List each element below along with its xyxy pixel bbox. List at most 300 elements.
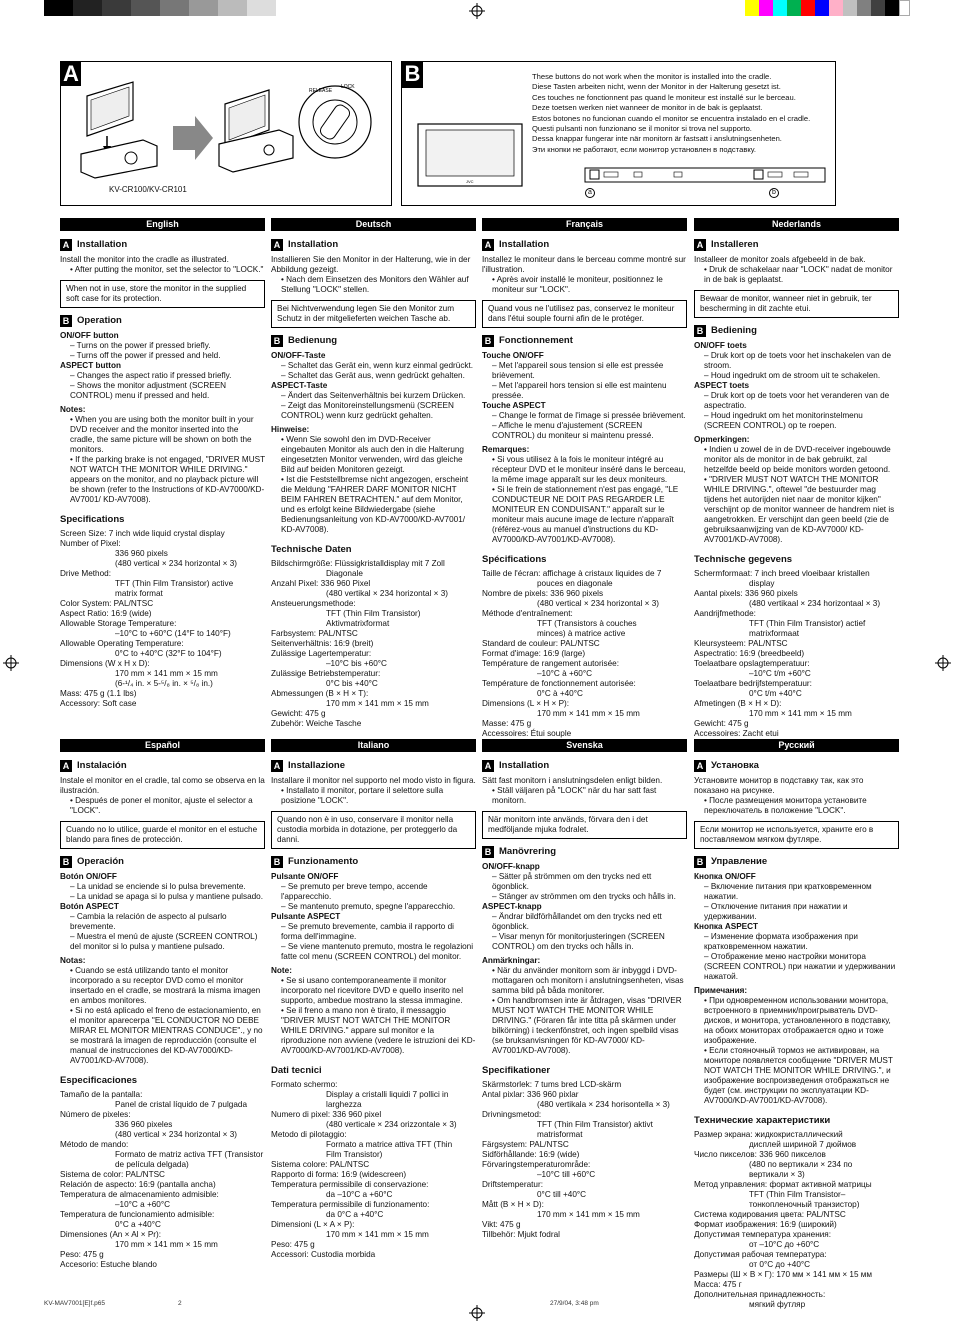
install-bullet: • После размещения монитора установите переключатель в положение "LOCK".: [704, 796, 867, 815]
list-item: – Zeigt das Monitoreinstellungsmenü (SCREEN CONTROL) wenn kurz gedrückt gehalten.: [281, 401, 454, 420]
install-bullet: • Druk de schakelaar naar "LOCK" nadat de monitor in de bak is geplaatst.: [704, 265, 893, 284]
spec-row: Ansteuerungsmethode:: [271, 598, 356, 608]
spec-row: Abmessungen (B × H × T):: [271, 688, 369, 698]
on-off-title: ON/OFF button: [60, 331, 119, 340]
install-bullet: • Nach dem Einsetzen des Monitors den Wähler auf Stellung "LOCK" stellen.: [281, 275, 469, 294]
note-item: • При одновременном использовании монитора, встроенного в приемник/проигрыватель DVD-дисков, и монитора, установленного в подставку, на обоих мониторах отображается одно и тоже изображение.: [704, 996, 891, 1045]
spec-row: –10°C t/m +60°C: [749, 668, 811, 678]
lang-header: Nederlands: [694, 218, 899, 231]
spec-row: Antal pixlar: 336 960 pixlar: [482, 1089, 579, 1099]
installation-heading: Установка: [711, 760, 759, 772]
spec-row: Tamaño de la pantalla:: [60, 1089, 143, 1099]
spec-row: Число пикселов: 336 960 пикселов: [694, 1149, 826, 1159]
print-gray-bar: [44, 0, 276, 16]
note-item: • Se il freno a mano non è tirato, il messaggio "DRIVER MUST NOT WATCH THE MONITOR WHILE DRIVING." appare sul monitor e la riproduzione non avviene (vedere le istruzioni dei KD-AV7000/KD-AV7001/KD-AV7008).: [281, 1006, 476, 1055]
spec-row: TFT (Thin Film Transistor) actief: [749, 618, 866, 628]
list-item: – Houd ingedrukt om de stroom uit te schakelen.: [704, 371, 881, 380]
on-off-title: Touche ON/OFF: [482, 351, 544, 360]
list-item: – Met l'appareil sous tension si elle est pressée brièvement.: [492, 361, 664, 380]
installation-heading: Installeren: [711, 239, 759, 251]
spec-row: TFT (Thin Film Transistor) active: [115, 578, 234, 588]
spec-row: Förvaringstemperaturområde:: [482, 1159, 591, 1169]
specs-list: [482, 1080, 687, 1240]
spec-row: Skärmstorlek: 7 tums bred LCD-skärm: [482, 1079, 622, 1089]
spec-row: 336 960 pixels: [115, 548, 168, 558]
list-item: – Turns on the power if pressed briefly.: [70, 341, 211, 350]
list-item: – Ändert das Seitenverhältnis bei kurzem Drücken.: [281, 391, 466, 400]
spec-row: TFT (Thin Film Transistor): [326, 608, 421, 618]
spec-row: Rapporto di forma: 16:9 (widescreen): [271, 1169, 407, 1179]
spec-row: Drivningsmetod:: [482, 1109, 542, 1119]
spec-row: тонкопленочный транзистор): [749, 1199, 860, 1209]
spec-row: 336 960 pixeles: [115, 1119, 173, 1129]
list-item: – Turns off the power if pressed and held.: [70, 351, 221, 360]
section-nederlands: Nederlands A Installeren Installeer de monitor zoals afgebeeld in de bak. • Druk de schakelaar naar "LOCK" nadat de monitor in de bak is geplaatst. Bewaar de monitor, wanneer niet in gebruik, ter bescherming in dit zachte etui. B Bediening ON/OFF toets – Druk kort op de toets voor het inschakelen van de stroom. – Houd ingedrukt om de stroom uit te schakelen. ASPECT toets – Druk kort op de toets voor het veranderen van de aspectratio. – Houd ingedrukt om het monitorinstelmenu (SCREEN CONTROL) op te roepen. Opmerkingen: • Indien u zowel de in de DVD-receiver ingebouwde monitor als de monitor in de bak gebruikt, zal hetzelfde beeld op beide monitors worden getoond. • "DRIVER MUST NOT WATCH THE MONITOR WHILE DRIVING.", oftewel "de bestuurder mag tijdens het autorijden niet naar de monitor kijken" verschijnt op de monitor wanneer de handrem niet is aangetrokken. Er verschijnt dan geen beeld (zie de gebruiksaanwijzing van de KD-AV7000/ KD-AV7001/KD-AV7008). Technische gegevens Schermformaat: 7 inch breed vloeibaar kristallen display Aantal pixels: 336 960 pixels (480 vertikaal × 234 horizontaal × 3) Aandrijfmethode: TFT (Thin Film Transistor) actief matrixformaat Kleursysteem: PAL/NTSC Aspectratio: 16:9 (breedbeeld) Toelaatbare opslagtemperatuur: –10°C t/m +60°C Toelaatbare bedrijfstemperatuur: 0°C t/m +40°C Afmetingen (B × H × D): 170 mm × 141 mm × 15 mm Gewicht: 475 g Accessoires: Zacht etui: [694, 218, 899, 739]
spec-row: Driftstemperatur:: [482, 1179, 543, 1189]
notes-heading: Примечания:: [694, 986, 748, 995]
section-svenska: Svenska A Installation Sätt fast monitorn i anslutningsdelen enligt bilden. • Ställ väljaren på "LOCK" när du har satt fast monitorn. När monitorn inte används, förvara den i det medföljande mjuka fodralet. B Manövrering ON/OFF-knapp – Sätter på strömmen om den trycks ned ett ögonblick. – Stänger av strömmen om den trycks och hålls in. ASPECT-knapp – Ändrar bildförhållandet om den trycks ned ett ögonblick. – Visar menyn för monitorjusteringen (SCREEN CONTROL) om den trycks och hålls in. Anmärkningar: • När du använder monitorn som är inbyggd i DVD-mottagaren och monitorn i anslutningsenheten, visas samma bild på båda monitorer. • Om handbromsen inte är åtdragen, visas "DRIVER MUST NOT WATCH THE MONITOR WHILE DRIVING." (Föraren får inte titta på skärmen under bilkörning) i teckenfönstret, och ingen spelbild visas (se bruksanvisningen för KD-AV7000/ KD-AV7001/KD-AV7008). Specifikationer Skärmstorlek: 7 tums bred LCD-skärm Antal pixlar: 336 960 pixlar (480 vertikala × 234 horisontella × 3) Drivningsmetod: TFT (Thin Film Transistor) aktivt matrisformat Färgsystem: PAL/NTSC Sidförhållande: 16:9 (wide) Förvaringstemperaturområde: –10°C till +60°C Driftstemperatur: 0°C till +40°C Mått (B × H × D): 170 mm × 141 mm × 15 mm Vikt: 475 g Tillbehör: Mjukt fodral: [482, 739, 687, 1240]
spec-row: Метод управления: формат активной матрицы: [694, 1179, 872, 1189]
spec-row: (480 vertical × 234 horizontal × 3): [115, 558, 237, 568]
spec-row: –10°C bis +60°C: [326, 658, 387, 668]
storage-note: Bewaar de monitor, wanneer niet in gebruik, ter bescherming in dit zachte etui.: [694, 290, 899, 318]
installation-heading: Installation: [499, 760, 550, 772]
note-item: • When you are using both the monitor built in your DVD receiver and the monitor inserted into the cradle, the same picture will be shown on both the monitors.: [70, 415, 254, 454]
spec-row: 0°C to +40°C (32°F to 104°F): [115, 648, 222, 658]
notice-line: Эти кнопки не работают, если монитор установлен в подставку.: [532, 144, 756, 154]
spec-row: от –10°C до +60°C: [749, 1239, 820, 1249]
spec-row: Accessoires: Étui souple: [482, 728, 572, 738]
spec-row: 170 mm × 141 mm × 15 mm: [749, 708, 852, 718]
spec-row: –10°C à +60°C: [537, 668, 593, 678]
spec-row: matrix format: [115, 588, 163, 598]
spec-row: –10°C to +60°C (14°F to 140°F): [115, 628, 231, 638]
spec-row: Diagonale: [326, 568, 363, 578]
operation-heading: Funzionamento: [288, 856, 359, 868]
spec-row: Temperatura de almacenamiento admisible:: [60, 1189, 219, 1199]
spec-row: (480 verticale × 234 orizzontale × 3): [326, 1119, 457, 1129]
spec-row: Número de pixeles:: [60, 1109, 131, 1119]
note-item: • Om handbromsen inte är åtdragen, visas "DRIVER MUST NOT WATCH THE MONITOR WHILE DRIVING." (Föraren får inte titta på skärmen under bilkörning) i teckenfönstret, och ingen spelbild visas (se bruksanvisningen för KD-AV7000/ KD-AV7001/KD-AV7008).: [492, 996, 682, 1055]
section-italiano: Italiano A Installazione Installare il monitor nel supporto nel modo visto in figura. • Installato il monitor, portare il selettore sulla posizione "LOCK". Quando non è in uso, conservare il monitor nella custodia morbida in dotazione, per proteggerlo da danni. B Funzionamento Pulsante ON/OFF – Se premuto per breve tempo, accende l'apparecchio. – Se mantenuto premuto, spegne l'apparecchio. Pulsante ASPECT – Se premuto brevemente, cambia il rapporto di forma dell'immagine. – Se viene mantenuto premuto, mostra le regolazioni fatte col menu (SCREEN CONTROL) del monitor. Note: • Se si usano contemporaneamente il monitor incorporato nel ricevitore DVD e quello inserito nel supporto, ambedue mostrano la stessa immagine. • Se il freno a mano non è tirato, il messaggio "DRIVER MUST NOT WATCH THE MONITOR WHILE DRIVING." appare sul monitor e la riproduzione non avviene (vedere le istruzioni dei KD-AV7000/KD-AV7001/KD-AV7008). Dati tecnici Formato schermo: Display a cristalli liquidi 7 pollici in larghezza Numero di pixel: 336 960 pixel (480 verticale × 234 orizzontale × 3) Metodo di pilotaggio: Formato a matrice attiva TFT (Thin Film Transistor) Sistema colore: PAL/NTSC Rapporto di forma: 16:9 (widescreen) Temperatura permissibile di conservazione: da –10°C a +60°C Temperatura permissibile di funzionamento: da 0°C a +40°C Dimensioni (L × A × P): 170 mm × 141 mm × 15 mm Peso: 475 g Accessori: Custodia morbida: [271, 740, 476, 1259]
spec-row: Accessory: Soft case: [60, 698, 137, 708]
spec-row: 0°C à +40°C: [537, 688, 583, 698]
section-francais: Français A Installation Installez le moniteur dans le berceau comme montré sur l'illustration. • Après avoir installé le moniteur, positionnez le moniteur sur "LOCK". Quand vous ne l'utilisez pas, conservez le moniteur dans l'étui souple fourni afin de le protéger. B Fonctionnement Touche ON/OFF – Met l'appareil sous tension si elle est pressée brièvement. – Met l'appareil hors tension si elle est maintenu pressée. Touche ASPECT – Change le format de l'image si pressée brièvement. – Affiche le menu d'ajustement (SCREEN CONTROL) du moniteur si maintenu pressé. Remarques: • Si vous utilisez à la fois le moniteur intégré au récepteur DVD et le moniteur inséré dans le berceau, la même image apparaît sur les deux moniteurs. • Si le frein de stationnement n'est pas engagé, "LE CONDUCTEUR NE DOIT PAS REGARDER LE MONITEUR EN CONDUISANT." apparaît sur le moniteur mais aucune image de lecture n'apparaît (référez-vous au manuel d'instructions du KD-AV7000/KD-AV7001/KD-AV7008). Spécifications Taille de l'écran: affichage à cristaux liquides de 7 pouces en diagonale Nombre de pixels: 336 960 pixels (480 vertical × 234 horizontal × 3) Méthode d'entraînement: TFT (Transistors à couches minces) à matrice active Standard de couleur: PAL/NTSC Format d'image: 16:9 (large) Température de rangement autorisée: –10°C à +60°C Température de fonctionnement autorisée: 0°C à +40°C Dimensions (L × H × P): 170 mm × 141 mm × 15 mm Masse: 475 g Accessoires: Étui souple: [482, 219, 686, 738]
spec-row: Aantal pixels: 336 960 pixels: [694, 588, 798, 598]
spec-row: Aktivmatrixformat: [326, 618, 390, 628]
aspect-title: ASPECT button: [60, 361, 121, 370]
specs-list: [271, 559, 476, 729]
spec-row: Accessoires: Zacht etui: [694, 728, 779, 738]
spec-row: 0°C a +40°C: [115, 1219, 161, 1229]
list-item: – Stänger av strömmen om den trycks och hålls in.: [492, 892, 676, 901]
specs-heading: Specifications: [60, 514, 125, 525]
spec-row: Numero di pixel: 336 960 pixel: [271, 1109, 382, 1119]
registration-mark-right: [935, 655, 951, 671]
lang-header: English: [60, 218, 265, 231]
list-item: – Change le format de l'image si pressée brièvement.: [492, 411, 686, 420]
spec-row: pouces en diagonale: [537, 578, 613, 588]
spec-row: 170 mm × 141 mm × 15 mm: [115, 668, 218, 678]
spec-row: Temperatura permissibile di conservazione:: [271, 1179, 429, 1189]
lang-header: Deutsch: [271, 218, 476, 231]
spec-row: Dimensions (L × H × P):: [482, 698, 570, 708]
lock-label: LOCK: [341, 84, 355, 90]
spec-row: Relación de aspecto: 16:9 (pantalla ancha): [60, 1179, 216, 1189]
operation-heading: Operación: [77, 856, 124, 868]
specs-list: [694, 569, 899, 739]
spec-row: Sistema de color: PAL/NTSC: [60, 1169, 165, 1179]
specs-heading: Spécifications: [482, 554, 547, 565]
on-off-title: Botón ON/OFF: [60, 872, 117, 881]
spec-row: мягкий футляр: [749, 1299, 806, 1309]
notes-heading: Remarques:: [482, 445, 530, 454]
spec-row: 170 mm × 141 mm × 15 mm: [537, 708, 640, 718]
spec-row: Bildschirmgröße: Flüssigkristalldisplay mit 7 Zoll: [271, 558, 445, 568]
list-item: – Schaltet das Gerät ein, wenn kurz einmal gedrückt.: [281, 361, 474, 370]
notice-line: Deze toetsen werken niet wanneer de monitor in de bak is geplaatst.: [532, 103, 763, 113]
spec-row: 0°C t/m +40°C: [749, 688, 802, 698]
spec-row: Température de rangement autorisée:: [482, 658, 619, 668]
cradle-illustration: [73, 74, 383, 194]
list-item: – Включение питания при кратковременном нажатии.: [704, 882, 872, 901]
install-bullet: • After putting the monitor, set the selector to "LOCK.": [70, 265, 264, 274]
spec-row: Format d'image: 16:9 (large): [482, 648, 586, 658]
label-b: b: [769, 188, 779, 198]
spec-row: Screen Size: 7 inch wide liquid crystal display: [60, 528, 225, 538]
notice-line: Questi pulsanti non funzionano se il monitor si trova nel supporto.: [532, 124, 752, 134]
specs-heading: Технические характеристики: [694, 1115, 831, 1126]
install-text: Install the monitor into the cradle as illustrated.: [60, 255, 229, 264]
on-off-title: ON/OFF-Taste: [271, 351, 326, 360]
spec-row: Допустимая рабочая температура:: [694, 1249, 827, 1259]
print-color-bar: [745, 0, 910, 16]
note-item: • När du använder monitorn som är inbyggd i DVD-mottagaren och monitorn i anslutningsenheten, visas samma bild på båda monitorer.: [492, 966, 684, 995]
list-item: – Se premuto brevemente, cambia il rapporto di forma dell'immagine.: [281, 922, 454, 941]
list-item: – Изменение формата изображения при кратковременном нажатии.: [704, 932, 858, 951]
spec-row: Размеры (Ш × В × Г): 170 мм × 141 мм × 15 мм: [694, 1269, 873, 1279]
spec-row: 170 mm × 141 mm × 15 mm: [326, 698, 429, 708]
specs-heading: Dati tecnici: [271, 1065, 322, 1076]
note-item: • Indien u zowel de in de DVD-receiver ingebouwde monitor als de monitor in de bak gebruikt, zal hetzelfde beeld op beide monitors worden getoond.: [704, 445, 891, 474]
spec-row: –10°C till +60°C: [537, 1169, 596, 1179]
spec-row: Zulässige Lagertemperatur:: [271, 648, 372, 658]
operation-heading: Fonctionnement: [499, 335, 573, 347]
spec-row: da 0°C a +40°C: [326, 1209, 384, 1219]
specs-list: [60, 529, 265, 709]
label-a: a: [585, 188, 595, 198]
list-item: – Druk kort op de toets voor het inschakelen van de stroom.: [704, 351, 892, 370]
notice-line: Estos botones no funcionan cuando el monitor se encuentra instalado en el cradle.: [532, 113, 811, 123]
section-deutsch: Deutsch A Installation Installieren Sie den Monitor in der Halterung, wie in der Abbildung gezeigt. • Nach dem Einsetzen des Monitors den Wähler auf Stellung "LOCK" stellen. Bei Nichtverwendung legen Sie den Monitor zum Schutz in der mitgelieferten weichen Tasche ab. B Bedienung ON/OFF-Taste – Schaltet das Gerät ein, wenn kurz einmal gedrückt. – Schaltet das Gerät aus, wenn gedrückt gehalten. ASPECT-Taste – Ändert das Seitenverhältnis bei kurzem Drücken. – Zeigt das Monitoreinstellungsmenü (SCREEN CONTROL) wenn kurz gedrückt gehalten. Hinweise: • Wenn Sie sowohl den im DVD-Receiver eingebauten Monitor als auch den in die Halterung eingesetzten Monitor verwenden, wird das gleiche Bild auf beiden Monitoren gezeigt. • Ist die Feststellbremse nicht angezogen, erscheint die Meldung "FAHRER DARF MONITOR NICHT BEIM FAHREN BETRACHTEN." auf dem Monitor, und es erfolgt keine Bildwiedergabe (siehe Bedienungsanleitung von KD-AV7000/KD-AV7001/ KD-AV7008). Technische Daten Bildschirmgröße: Flüssigkristalldisplay mit 7 Zoll Diagonale Anzahl Pixel: 336 960 Pixel (480 vertikal × 234 horizontal × 3) Ansteuerungsmethode: TFT (Thin Film Transistor) Aktivmatrixformat Farbsystem: PAL/NTSC Seitenverhältnis: 16:9 (breit) Zulässige Lagertemperatur: –10°C bis +60°C Zulässige Betriebstemperatur: 0°C bis +40°C Abmessungen (B × H × T): 170 mm × 141 mm × 15 mm Gewicht: 475 g Zubehör: Weiche Tasche: [271, 218, 476, 729]
note-item: • "DRIVER MUST NOT WATCH THE MONITOR WHILE DRIVING.", oftewel "de bestuurder mag tijdens het autorijden niet naar de monitor kijken" verschijnt op de monitor wanneer de handrem niet is aangetrokken. Er verschijnt dan geen beeld (zie de gebruiksaanwijzing van de KD-AV7000/ KD-AV7001/KD-AV7008).: [704, 475, 895, 544]
aspect-title: ASPECT-Taste: [271, 381, 328, 390]
spec-row: (480 vertikaal × 234 horizontaal × 3): [749, 598, 881, 608]
lang-header: Русский: [694, 739, 899, 752]
specs-heading: Technische Daten: [271, 544, 352, 555]
notes-heading: Anmärkningar:: [482, 956, 541, 965]
spec-row: Panel de cristal líquido de 7 pulgada: [115, 1099, 248, 1109]
install-text: Installez le moniteur dans le berceau comme montré sur l'illustration.: [482, 255, 686, 274]
spec-row: Масса: 475 г: [694, 1279, 742, 1289]
storage-note: Cuando no lo utilice, guarde el monitor en el estuche blando para fines de protección.: [60, 821, 265, 849]
spec-row: Formato schermo:: [271, 1079, 338, 1089]
note-item: • Se si usano contemporaneamente il monitor incorporato nel ricevitore DVD e quello inserito nel supporto, ambedue mostrano la stessa immagine.: [281, 976, 464, 1005]
install-text: Instale el monitor en el cradle, tal como se observa en la ilustración.: [60, 776, 265, 795]
lang-header: Español: [60, 739, 265, 752]
spec-row: Allowable Operating Temperature:: [60, 638, 184, 648]
footer-page: 2: [178, 1300, 182, 1307]
install-text: Installieren Sie den Monitor in der Halterung, wie in der Abbildung gezeigt.: [271, 255, 471, 274]
list-item: – Druk kort op de toets voor het veranderen van de aspectratio.: [704, 391, 890, 410]
install-bullet: • Installato il monitor, portare il selettore sulla posizione "LOCK".: [281, 786, 444, 805]
specs-list: [271, 1080, 476, 1260]
on-off-title: Кнопка ON/OFF: [694, 872, 756, 881]
notes-heading: Opmerkingen:: [694, 435, 750, 444]
spec-row: Toelaatbare opslagtemperatuur:: [694, 658, 810, 668]
specs-heading: Especificaciones: [60, 1075, 138, 1086]
section-russkiy: Русский A Установка Установите монитор в подставку так, как это показано на рисунке. • После размещения монитора установите переключатель в положение "LOCK". Если монитор не используется, храните его в поставляемом мягком футляре. B Управление Кнопка ON/OFF – Включение питания при кратковременном нажатии. – Отключение питания при нажатии и удерживании. Кнопка ASPECT – Изменение формата изображения при кратковременном нажатии. – Отображение меню настройки монитора (SCREEN CONTROL) при нажатии и удерживании нажатой. Примечания: • При одновременном использовании монитора, встроенного в приемник/проигрыватель DVD-дисков, и монитора, установленного в подставку, на обоих мониторах отображается одно и тоже изображение. • Если стояночный тормоз не активирован, на мониторе появляется сообщение "DRIVER MUST NOT WATCH THE MONITOR WHILE DRIVING.", и изображение воспроизведения отображаться не будет (см. инструкции по эксплуатации KD-AV7000/KD-AV7001/KD-AV7008). Технические характеристики Размер экрана: жидкокристаллический дисплей шириной 7 дюймов Число пикселов: 336 960 пикселов (480 по вертикали × 234 по вертикали × 3) Метод управления: формат активной матрицы TFT (Thin Film Transistor– тонкопленочный транзистор) Система кодирования цвета: PAL/NTSC Формат изображения: 16:9 (широкий) Допустимая температура хранения: от –10°C до +60°C Допустимая рабочая температура: от 0°C до +40°C Размеры (Ш × В × Г): 170 мм × 141 мм × 15 мм Масса: 475 г Дополнительная принадлежность: мягкий футляр: [694, 739, 899, 1310]
spec-row: Display a cristalli liquidi 7 pollici in: [326, 1089, 449, 1099]
storage-note: When not in use, store the monitor in the supplied soft case for its protection.: [60, 280, 265, 308]
spec-row: Mått (B × H × D):: [482, 1199, 544, 1209]
footer-date: 27/9/04, 3:48 pm: [550, 1300, 599, 1307]
spec-row: Masse: 475 g: [482, 718, 532, 728]
spec-row: larghezza: [326, 1099, 362, 1109]
spec-row: Accesorio: Estuche blando: [60, 1259, 157, 1269]
note-item: • Si vous utilisez à la fois le moniteur intégré au récepteur DVD et le moniteur inséré dans le berceau, la même image apparaît sur les deux moniteurs.: [492, 455, 686, 484]
spec-row: Método de mando:: [60, 1139, 129, 1149]
spec-row: Anzahl Pixel: 336 960 Pixel: [271, 578, 371, 588]
spec-row: TFT (Thin Film Transistor) aktivt: [537, 1119, 653, 1129]
aspect-title: Botón ASPECT: [60, 902, 119, 911]
install-text: Sätt fast monitorn i anslutningsdelen enligt bilden.: [482, 776, 663, 785]
spec-row: TFT (Thin Film Transistor–: [749, 1189, 846, 1199]
spec-row: TFT (Transistors à couches: [537, 618, 637, 628]
installation-heading: Installation: [288, 239, 339, 251]
list-item: – Отображение меню настройки монитора (SCREEN CONTROL) при нажатии и удерживании нажатой.: [704, 952, 896, 981]
install-text: Installeer de monitor zoals afgebeeld in de bak.: [694, 255, 866, 264]
spec-row: Afmetingen (B × H × D):: [694, 698, 782, 708]
list-item: – Schaltet das Gerät aus, wenn gedrückt gehalten.: [281, 371, 465, 380]
on-off-title: Pulsante ON/OFF: [271, 872, 339, 881]
spec-row: Sidförhållande: 16:9 (wide): [482, 1149, 580, 1159]
storage-note: Bei Nichtverwendung legen Sie den Monitor zum Schutz in der mitgelieferten weichen Tasche ab.: [271, 300, 476, 328]
spec-row: Temperatura permissibile di funzionamento:: [271, 1199, 430, 1209]
section-english: English A Installation Install the monitor into the cradle as illustrated. • After putting the monitor, set the selector to "LOCK." When not in use, store the monitor in the supplied soft case for its protection. B Operation ON/OFF button – Turns on the power if pressed briefly. – Turns off the power if pressed and held. ASPECT button – Changes the aspect ratio if pressed briefly. – Shows the monitor adjustment (SCREEN CONTROL) menu if pressed and held. Notes: • When you are using both the monitor built in your DVD receiver and the monitor inserted into the cradle, the same picture will be shown on both the monitors. • If the parking brake is not engaged, "DRIVER MUST NOT WATCH THE MONITOR WHILE DRIVING." appears on the monitor, and no playback picture will be shown (refer to the Instructions of KD-AV7000/KD-AV7001/ KD-AV7008). Specifications Screen Size: 7 inch wide liquid crystal display Number of Pixel: 336 960 pixels (480 vertical × 234 horizontal × 3) Drive Method: TFT (Thin Film Transistor) active matrix format Color System: PAL/NTSC Aspect Ratio: 16:9 (wide) Allowable Storage Temperature: –10°C to +60°C (14°F to 140°F) Allowable Operating Temperature: 0°C to +40°C (32°F to 104°F) Dimensions (W x H x D): 170 mm × 141 mm × 15 mm (6-¹/₄ in. × 5-⁵/₈ in. × ⁵/₈ in.) Mass: 475 g (1.1 lbs) Accessory: Soft case: [60, 219, 265, 708]
specs-list: [694, 1130, 899, 1310]
registration-mark-left: [3, 655, 19, 671]
spec-row: Color System: PAL/NTSC: [60, 598, 154, 608]
spec-row: Taille de l'écran: affichage à cristaux liquides de 7: [482, 568, 662, 578]
figure-b-notice: [532, 72, 832, 155]
aspect-title: Кнопка ASPECT: [694, 922, 759, 931]
install-text: Установите монитор в подставку так, как это показано на рисунке.: [694, 776, 864, 795]
release-label: RELEASE: [309, 88, 333, 94]
notice-line: Ces touches ne fonctionnent pas quand le moniteur est installé sur le berceau.: [532, 92, 796, 102]
operation-heading: Operation: [77, 315, 122, 327]
install-text: Installare il monitor nel supporto nel modo visto in figura.: [271, 776, 476, 785]
spec-row: Dimensioni (L × A × P):: [271, 1219, 355, 1229]
on-off-title: ON/OFF-knapp: [482, 862, 540, 871]
spec-row: Number of Pixel:: [60, 538, 121, 548]
spec-row: de película delgada): [115, 1159, 189, 1169]
specs-heading: Technische gegevens: [694, 554, 793, 565]
list-item: – Affiche le menu d'ajustement (SCREEN CONTROL) du moniteur si maintenu pressé.: [492, 421, 654, 440]
spec-row: вертикали × 3): [749, 1169, 805, 1179]
notice-line: These buttons do not work when the monitor is installed into the cradle.: [532, 72, 772, 81]
on-off-button-icon: [590, 170, 599, 179]
note-item: • Ist die Feststellbremse nicht angezogen, erscheint die Meldung "FAHRER DARF MONITOR NICHT BEIM FAHREN BETRACHTEN." auf dem Monitor, und es erfolgt keine Bildwiedergabe (siehe Bedienungsanleitung von KD-AV7000/KD-AV7001/ KD-AV7008).: [281, 475, 469, 534]
storage-note: Если монитор не используется, храните его в поставляемом мягком футляре.: [694, 821, 899, 849]
spec-row: Aspectratio: 16:9 (breedbeeld): [694, 648, 805, 658]
install-bullet: • Après avoir installé le moniteur, positionnez le moniteur sur "LOCK".: [492, 275, 663, 294]
spec-row: Formato de matriz activa TFT (Transistor: [115, 1149, 264, 1159]
spec-row: Toelaatbare bedrijfstemperatuur:: [694, 678, 812, 688]
spec-row: Kleursysteem: PAL/NTSC: [694, 638, 788, 648]
spec-row: 0°C bis +40°C: [326, 678, 378, 688]
spec-row: от 0°C до +40°C: [749, 1259, 811, 1269]
spec-row: –10°C a +60°C: [115, 1199, 171, 1209]
brand-logo: JVC: [466, 179, 474, 184]
specs-list: [60, 1090, 265, 1270]
spec-row: Nombre de pixels: 336 960 pixels: [482, 588, 604, 598]
spec-row: Sistema colore: PAL/NTSC: [271, 1159, 370, 1169]
spec-row: Temperatura de funcionamiento admisible:: [60, 1209, 215, 1219]
lang-header: Italiano: [271, 739, 476, 752]
list-item: – Houd ingedrukt om het monitorinstelmenu (SCREEN CONTROL) op te roepen.: [704, 411, 863, 430]
notice-line: Diese Tasten arbeiten nicht, wenn der Monitor in der Halterung gesetzt ist.: [532, 82, 781, 92]
list-item: – Cambia la relación de aspecto al pulsarlo brevemente.: [70, 912, 227, 931]
spec-row: Aandrijfmethode:: [694, 608, 756, 618]
spec-row: minces) à matrice active: [537, 628, 626, 638]
notes-heading: Note:: [271, 966, 292, 975]
spec-row: Farbsystem: PAL/NTSC: [271, 628, 358, 638]
installation-heading: Instalación: [77, 760, 127, 772]
spec-row: matrixformaat: [749, 628, 800, 638]
spec-row: da –10°C a +60°C: [326, 1189, 393, 1199]
spec-row: Peso: 475 g: [271, 1239, 315, 1249]
figure-b-letter: B: [402, 62, 423, 88]
spec-row: (480 vertical × 234 horizontal × 3): [115, 1129, 237, 1139]
aspect-button-icon: [754, 170, 763, 179]
aspect-title: ASPECT-knapp: [482, 902, 542, 911]
list-item: – La unidad se apaga si lo pulsa y mantiene pulsado.: [70, 892, 263, 901]
aspect-title: ASPECT toets: [694, 381, 750, 390]
spec-row: Färgsystem: PAL/NTSC: [482, 1139, 569, 1149]
spec-row: Gewicht: 475 g: [271, 708, 326, 718]
installation-heading: Installation: [77, 239, 128, 251]
specs-list: [482, 569, 687, 739]
spec-row: (480 по вертикали × 234 по: [749, 1159, 853, 1169]
spec-row: Allowable Storage Temperature:: [60, 618, 177, 628]
note-item: • Si le frein de stationnement n'est pas engagé, "LE CONDUCTEUR NE DOIT PAS REGARDER LE MONITEUR EN CONDUISANT." apparaît sur le moniteur mais aucune image de lecture n'apparaît (référez-vous au manuel d'instructions du KD-AV7000/KD-AV7001/KD-AV7008).: [492, 485, 679, 544]
install-bullet: • Después de poner el monitor, ajuste el selector a "LOCK".: [70, 796, 253, 815]
note-item: • If the parking brake is not engaged, "DRIVER MUST NOT WATCH THE MONITOR WHILE DRIVING." appears on the monitor, and no playback picture will be shown (refer to the Instructions of KD-AV7000/KD-AV7001/ KD-AV7008).: [70, 455, 265, 504]
list-item: – Se viene mantenuto premuto, mostra le regolazioni fatte col menu (SCREEN CONTROL) del monitor.: [281, 942, 474, 961]
spec-row: Formato a matrice attiva TFT (Thin: [326, 1139, 453, 1149]
spec-row: (480 vertical × 234 horizontal × 3): [537, 598, 659, 608]
spec-row: Dimensiones (An × Al × Pr):: [60, 1229, 162, 1239]
operation-heading: Bedienung: [288, 335, 338, 347]
spec-row: (6-¹/₄ in. × 5-⁵/₈ in. × ⁵/₈ in.): [115, 678, 213, 688]
list-item: – Se premuto per breve tempo, accende l'apparecchio.: [281, 882, 428, 901]
storage-note: När monitorn inte används, förvara den i det medföljande mjuka fodralet.: [482, 811, 687, 839]
on-off-title: ON/OFF toets: [694, 341, 747, 350]
spec-row: Standard de couleur: PAL/NTSC: [482, 638, 600, 648]
spec-row: matrisformat: [537, 1129, 583, 1139]
spec-row: Допустимая температура хранения:: [694, 1229, 831, 1239]
install-bullet: • Ställ väljaren på "LOCK" när du har satt fast monitorn.: [492, 786, 657, 805]
storage-note: Quand vous ne l'utilisez pas, conservez le moniteur dans l'étui souple fourni afin de le protéger.: [482, 300, 687, 328]
spec-row: Формат изображения: 16:9 (широкий): [694, 1219, 837, 1229]
spec-row: 170 mm × 141 mm × 15 mm: [326, 1229, 429, 1239]
note-item: • Wenn Sie sowohl den im DVD-Receiver eingebauten Monitor als auch den in die Halterung eingesetzten Monitor verwenden, wird das gleiche Bild auf beiden Monitoren gezeigt.: [281, 435, 464, 474]
figure-a-panel: [60, 61, 392, 206]
list-item: – Ändrar bildförhållandet om den trycks ned ett ögonblick.: [492, 912, 662, 931]
notice-line: Dessa knappar fungerar inte när monitorn är fastsatt i anslutningsenheten.: [532, 134, 782, 144]
spec-row: 170 mm × 141 mm × 15 mm: [537, 1209, 640, 1219]
list-item: – Shows the monitor adjustment (SCREEN CONTROL) menu if pressed and held.: [70, 381, 227, 400]
spec-row: Seitenverhältnis: 16:9 (breit): [271, 638, 374, 648]
spec-row: Peso: 475 g: [60, 1249, 104, 1259]
note-item: • Si no está aplicado el freno de estacionamiento, en el monitor aparecerpa "EL CONDUCTOR NO DEBE MIRAR EL MONITOR MIENTRAS CONDUCE"., y no se mostrará la imagen de reproducción (consulte el manual de instrucciones del KD-AV7000/KD-AV7001/KD-AV7008).: [70, 1006, 263, 1065]
lang-header: Svenska: [482, 739, 687, 752]
list-item: – Met l'appareil hors tension si elle est maintenu pressée.: [492, 381, 667, 400]
spec-row: Gewicht: 475 g: [694, 718, 749, 728]
aspect-title: Touche ASPECT: [482, 401, 546, 410]
spec-row: Metodo di pilotaggio:: [271, 1129, 347, 1139]
spec-row: Aspect Ratio: 16:9 (wide): [60, 608, 152, 618]
list-item: – Changes the aspect ratio if pressed briefly.: [70, 371, 232, 380]
spec-row: display: [749, 578, 775, 588]
spec-row: (480 vertikal × 234 horizontal × 3): [326, 588, 448, 598]
notes-heading: Notas:: [60, 956, 86, 965]
list-item: – Sätter på strömmen om den trycks ned ett ögonblick.: [492, 872, 652, 891]
operation-heading: Bediening: [711, 325, 757, 337]
installation-heading: Installazione: [288, 760, 346, 772]
monitor-buttons-illustration: [584, 166, 828, 186]
operation-heading: Manövrering: [499, 846, 557, 858]
registration-mark-top: [469, 3, 485, 19]
figure-b-panel: [401, 61, 836, 206]
monitor-front-illustration: [416, 120, 526, 192]
aspect-title: Pulsante ASPECT: [271, 912, 341, 921]
spec-row: Accessori: Custodia morbida: [271, 1249, 376, 1259]
storage-note: Quando non è in uso, conservare il monitor nella custodia morbida in dotazione, per proteggerlo da danni.: [271, 811, 476, 849]
notes-heading: Hinweise:: [271, 425, 310, 434]
spec-row: Tillbehör: Mjukt fodral: [482, 1229, 560, 1239]
spec-row: Température de fonctionnement autorisée:: [482, 678, 636, 688]
section-espanol: Español A Instalación Instale el monitor en el cradle, tal como se observa en la ilustración. • Después de poner el monitor, ajuste el selector a "LOCK". Cuando no lo utilice, guarde el monitor en el estuche blando para fines de protección. B Operación Botón ON/OFF – La unidad se enciende si lo pulsa brevemente. – La unidad se apaga si lo pulsa y mantiene pulsado. Botón ASPECT – Cambia la relación de aspecto al pulsarlo brevemente. – Muestra el menú de ajuste (SCREEN CONTROL) del monitor si lo pulsa y mantiene pulsado. Notas: • Cuando se está utilizando tanto el monitor incorporado a su receptor DVD como el monitor insertado en el cradle, se mostrará la misma imagen en ambos monitores. • Si no está aplicado el freno de estacionamiento, en el monitor aparecerpa "EL CONDUCTOR NO DEBE MIRAR EL MONITOR MIENTRAS CONDUCE"., y no se mostrará la imagen de reproducción (consulte el manual de instrucciones del KD-AV7000/KD-AV7001/KD-AV7008). Especificaciones Tamaño de la pantalla: Panel de cristal líquido de 7 pulgada Número de pixeles: 336 960 pixeles (480 vertical × 234 horizontal × 3) Método de mando: Formato de matriz activa TFT (Transistor de película delgada) Sistema de color: PAL/NTSC Relación de aspecto: 16:9 (pantalla ancha) Temperatura de almacenamiento admisible: –10°C a +60°C Temperatura de funcionamiento admisible: 0°C a +40°C Dimensiones (An × Al × Pr): 170 mm × 141 mm × 15 mm Peso: 475 g Accesorio: Estuche blando: [60, 740, 265, 1269]
lang-header: Français: [482, 218, 687, 231]
note-item: • Cuando se está utilizando tanto el monitor incorporado a su receptor DVD como el monitor insertado en el cradle, se mostrará la misma imagen en ambos monitores.: [70, 966, 261, 1005]
spec-row: Дополнительная принадлежность:: [694, 1289, 826, 1299]
operation-heading: Управление: [711, 856, 768, 868]
spec-row: Dimensions (W x H x D):: [60, 658, 150, 668]
specs-heading: Specifikationer: [482, 1065, 551, 1076]
spec-row: Zubehör: Weiche Tasche: [271, 718, 362, 728]
figure-a-letter: A: [61, 62, 81, 86]
list-item: – La unidad se enciende si lo pulsa brevemente.: [70, 882, 246, 891]
spec-row: Размер экрана: жидкокристаллический: [694, 1129, 843, 1139]
spec-row: Film Transistor): [326, 1149, 383, 1159]
spec-row: 170 mm × 141 mm × 15 mm: [115, 1239, 218, 1249]
list-item: – Отключение питания при нажатии и удерживании.: [704, 902, 848, 921]
registration-mark-bottom: [469, 1305, 485, 1321]
spec-row: Vikt: 475 g: [482, 1219, 521, 1229]
installation-heading: Installation: [499, 239, 550, 251]
